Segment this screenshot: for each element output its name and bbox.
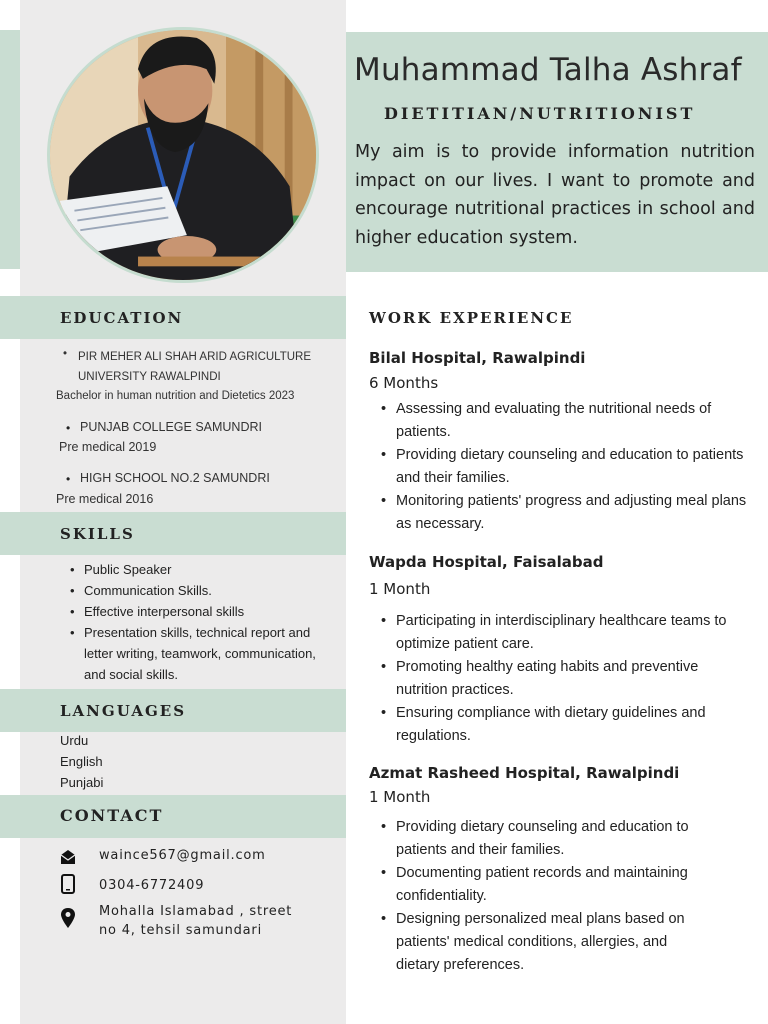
work-experience-heading: WORK EXPERIENCE [369,309,574,327]
job-3-place: Azmat Rasheed Hospital, Rawalpindi [369,764,680,782]
education-bullet-icon: • [66,472,71,486]
education-heading: EDUCATION [60,309,184,327]
duty-item: • Assessing and evaluating the nutritional needs of patients. [369,398,754,444]
education-detail-2: Pre medical 2019 [59,440,157,454]
contact-address-line1: Mohalla Islamabad , street [99,904,293,919]
job-2-duties [369,610,729,748]
duty-item: • Participating in interdisciplinary healthcare teams to optimize patient care. [369,610,729,656]
education-school-3: HIGH SCHOOL NO.2 SAMUNDRI [80,471,270,485]
language-item: English [60,754,103,769]
job-3-duration: 1 Month [369,788,431,806]
skills-list [62,559,338,685]
duty-item: • Monitoring patients' progress and adjusting meal plans as necessary. [369,490,754,536]
job-3-duties [369,816,714,977]
contact-band [0,795,346,838]
left-accent-bar [0,30,20,269]
job-1-place: Bilal Hospital, Rawalpindi [369,349,586,367]
languages-heading: LANGUAGES [60,702,187,720]
contact-phone[interactable]: 0304-6772409 [99,878,205,893]
language-item: Urdu [60,733,89,748]
duty-item: • Providing dietary counseling and education to patients and their families. [369,444,754,490]
skill-item: • Effective interpersonal skills [62,601,338,622]
duty-item: • Promoting healthy eating habits and preventive nutrition practices. [369,656,729,702]
envelope-icon [60,848,76,866]
education-detail-3: Pre medical 2016 [56,492,154,506]
education-school-2: PUNJAB COLLEGE SAMUNDRI [80,420,262,434]
skill-item: • Presentation skills, technical report and letter writing, teamwork, communication, and social skills. [62,622,338,685]
contact-email[interactable]: waince567@gmail.com [99,848,266,863]
duty-item: • Providing dietary counseling and education to patients and their families. [369,816,714,862]
location-pin-icon [61,908,75,928]
career-objective: My aim is to provide information nutrition impact on our lives. I want to promote and encourage nutritional practices in school and higher education system. [355,142,755,248]
duty-item: • Designing personalized meal plans based on patients' medical conditions, allergies, and dietary preferences. [369,908,714,977]
education-bullet-icon: • [63,348,68,360]
skills-band [0,512,346,555]
candidate-name: Muhammad Talha Ashraf [354,52,742,88]
duty-item: • Ensuring compliance with dietary guidelines and regulations. [369,702,729,748]
contact-address-line2: no 4, tehsil samundari [99,923,262,938]
skills-heading: SKILLS [60,525,135,543]
contact-heading: CONTACT [60,806,164,825]
education-school-1-line2: UNIVERSITY RAWALPINDI [78,371,221,383]
duty-item: • Documenting patient records and maintaining confidentiality. [369,862,714,908]
job-2-duration: 1 Month [369,580,431,598]
phone-icon [61,874,75,894]
education-school-1-line1: PIR MEHER ALI SHAH ARID AGRICULTURE [78,351,312,363]
profile-photo [47,27,319,283]
education-detail-1: Bachelor in human nutrition and Dietetics 2023 [56,390,295,402]
job-1-duration: 6 Months [369,374,439,392]
job-1-duties [369,398,754,536]
skill-item: • Public Speaker [62,559,338,580]
skill-item: • Communication Skills. [62,580,338,601]
education-bullet-icon: • [66,421,71,435]
language-item: Punjabi [60,775,104,790]
job-title: DIETITIAN/NUTRITIONIST [384,104,696,123]
job-2-place: Wapda Hospital, Faisalabad [369,553,604,571]
